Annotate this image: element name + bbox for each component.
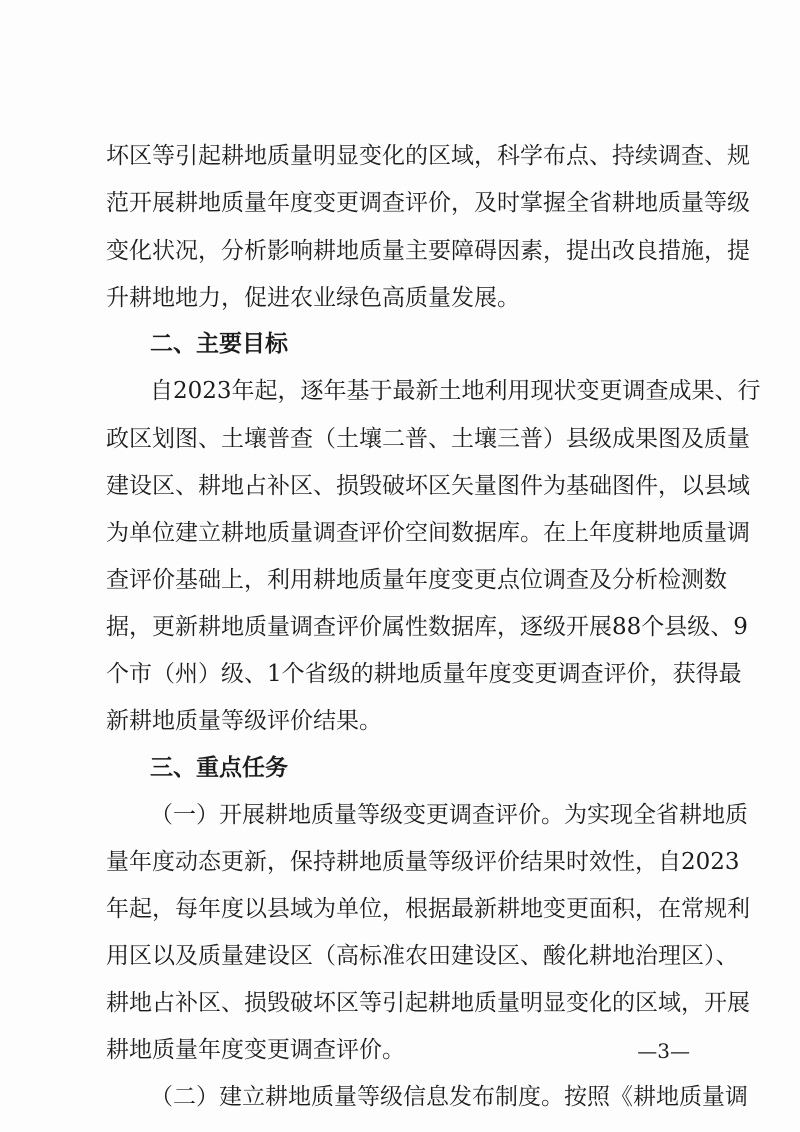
paragraph-line: 变化状况，分析影响耕地质量主要障碍因素，提出改良措施，提: [106, 238, 750, 264]
section-heading-key-tasks: 三、重点任务: [150, 755, 288, 781]
paragraph-line: 据，更新耕地质量调查评价属性数据库，逐级开展88个县级、9: [106, 614, 748, 640]
paragraph-line: 量年度动态更新，保持耕地质量等级评价结果时效性，自2023: [106, 849, 740, 875]
page-number: —3—: [637, 1039, 690, 1063]
paragraph-line: 政区划图、土壤普查（土壤二普、土壤三普）县级成果图及质量: [106, 426, 750, 452]
paragraph-line: （一）开展耕地质量等级变更调查评价。为实现全省耕地质: [150, 802, 748, 828]
paragraph-line: 坏区等引起耕地质量明显变化的区域，科学布点、持续调查、规: [106, 143, 750, 169]
paragraph-line: 自2023年起，逐年基于最新土地利用现状变更调查成果、行: [150, 378, 761, 404]
paragraph-line: 年起，每年度以县域为单位，根据最新耕地变更面积，在常规利: [106, 896, 750, 922]
paragraph-line: 个市（州）级、1个省级的耕地质量年度变更调查评价，获得最: [106, 661, 742, 687]
paragraph-line: 建设区、耕地占补区、损毁破坏区矢量图件为基础图件，以县域: [106, 473, 750, 499]
paragraph-line: 耕地占补区、损毁破坏区等引起耕地质量明显变化的区域，开展: [106, 990, 750, 1016]
paragraph-line: （二）建立耕地质量等级信息发布制度。按照《耕地质量调: [150, 1084, 748, 1110]
paragraph-line: 范开展耕地质量年度变更调查评价，及时掌握全省耕地质量等级: [106, 190, 750, 216]
paragraph-line: 用区以及质量建设区（高标准农田建设区、酸化耕地治理区）、: [106, 943, 739, 969]
paragraph-line: 升耕地地力，促进农业绿色高质量发展。: [106, 285, 520, 311]
section-heading-main-goals: 二、主要目标: [150, 331, 288, 357]
paragraph-line: 查评价基础上，利用耕地质量年度变更点位调查及分析检测数: [106, 567, 727, 593]
paragraph-line: 新耕地质量等级评价结果。: [106, 708, 382, 734]
paragraph-line: 耕地质量年度变更调查评价。: [106, 1037, 405, 1063]
paragraph-line: 为单位建立耕地质量调查评价空间数据库。在上年度耕地质量调: [106, 520, 750, 546]
